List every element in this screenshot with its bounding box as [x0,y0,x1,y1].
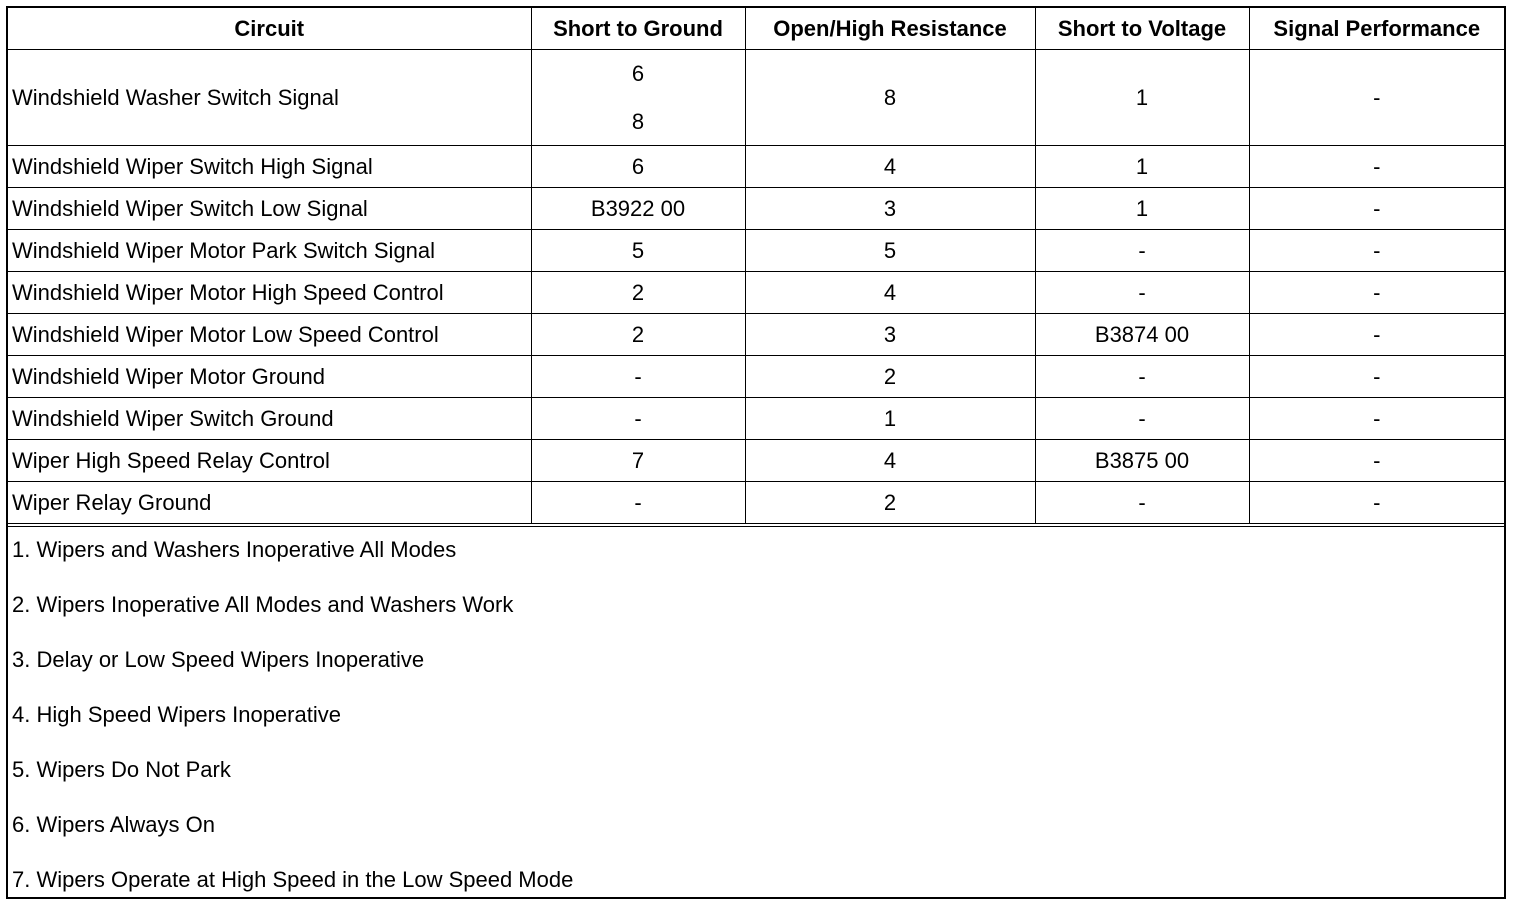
document-frame [6,6,1506,899]
open-high-resistance-cell: 2 [745,356,1035,398]
table-row [8,356,1504,398]
short-to-ground-value: 8 [631,108,645,134]
circuit-cell: Windshield Wiper Motor Low Speed Control [8,314,531,356]
short-to-ground-cell: - [531,398,745,440]
short-to-voltage-cell: 1 [1035,146,1249,188]
circuit-cell: Windshield Wiper Motor Ground [8,356,531,398]
table-row [8,440,1504,482]
note-item: 6. Wipers Always On [12,812,215,837]
table-row [8,482,1504,524]
short-to-voltage-cell: - [1035,230,1249,272]
short-to-voltage-cell: B3874 00 [1035,314,1249,356]
table-row [8,50,1504,146]
circuit-cell: Windshield Wiper Switch Low Signal [8,188,531,230]
note-item: 5. Wipers Do Not Park [12,757,231,782]
header-signal-performance: Signal Performance [1249,8,1504,50]
short-to-ground-cell: 2 [531,314,745,356]
open-high-resistance-cell: 4 [745,146,1035,188]
note-item: 7. Wipers Operate at High Speed in the Low Speed Mode [12,867,574,892]
table-row [8,230,1504,272]
signal-performance-cell: - [1249,356,1504,398]
short-to-ground-cell: B3922 00 [531,188,745,230]
signal-performance-cell: - [1249,398,1504,440]
short-to-ground-cell: 5 [531,230,745,272]
circuit-symptom-table [8,8,1504,524]
short-to-voltage-cell: B3875 00 [1035,440,1249,482]
header-circuit: Circuit [8,8,531,50]
table-header-row [8,8,1504,50]
table-row [8,188,1504,230]
header-open-high-resistance: Open/High Resistance [745,8,1035,50]
short-to-ground-cell: - [531,356,745,398]
header-short-to-ground: Short to Ground [531,8,745,50]
header-short-to-voltage: Short to Voltage [1035,8,1249,50]
signal-performance-cell: - [1249,440,1504,482]
open-high-resistance-cell: 5 [745,230,1035,272]
circuit-cell: Windshield Wiper Motor High Speed Control [8,272,531,314]
open-high-resistance-cell: 3 [745,188,1035,230]
table-row [8,314,1504,356]
short-to-voltage-cell: - [1035,356,1249,398]
circuit-cell: Windshield Wiper Switch High Signal [8,146,531,188]
circuit-cell: Wiper Relay Ground [8,482,531,524]
open-high-resistance-cell: 4 [745,440,1035,482]
short-to-ground-cell [531,50,745,146]
note-item: 2. Wipers Inoperative All Modes and Washers Work [12,592,514,617]
open-high-resistance-cell: 4 [745,272,1035,314]
short-to-voltage-cell: 1 [1035,50,1249,146]
short-to-voltage-cell: 1 [1035,188,1249,230]
short-to-ground-cell: - [531,482,745,524]
symptom-notes [8,526,1504,912]
note-item: 1. Wipers and Washers Inoperative All Modes [12,537,457,562]
table-row [8,272,1504,314]
open-high-resistance-cell: 3 [745,314,1035,356]
short-to-voltage-cell: - [1035,482,1249,524]
signal-performance-cell: - [1249,188,1504,230]
short-to-ground-cell: 6 [531,146,745,188]
short-to-ground-cell: 2 [531,272,745,314]
short-to-ground-value: 6 [631,60,645,86]
short-to-voltage-cell: - [1035,272,1249,314]
circuit-cell: Windshield Wiper Switch Ground [8,398,531,440]
circuit-cell: Windshield Wiper Motor Park Switch Signal [8,230,531,272]
signal-performance-cell: - [1249,482,1504,524]
signal-performance-cell: - [1249,146,1504,188]
short-to-voltage-cell: - [1035,398,1249,440]
table-row [8,146,1504,188]
note-item: 4. High Speed Wipers Inoperative [12,702,341,727]
circuit-cell: Wiper High Speed Relay Control [8,440,531,482]
open-high-resistance-cell: 8 [745,50,1035,146]
circuit-cell: Windshield Washer Switch Signal [8,50,531,146]
open-high-resistance-cell: 1 [745,398,1035,440]
signal-performance-cell: - [1249,230,1504,272]
note-item: 3. Delay or Low Speed Wipers Inoperative [12,647,425,672]
open-high-resistance-cell: 2 [745,482,1035,524]
table-row [8,398,1504,440]
short-to-ground-cell: 7 [531,440,745,482]
signal-performance-cell: - [1249,50,1504,146]
signal-performance-cell: - [1249,272,1504,314]
signal-performance-cell: - [1249,314,1504,356]
